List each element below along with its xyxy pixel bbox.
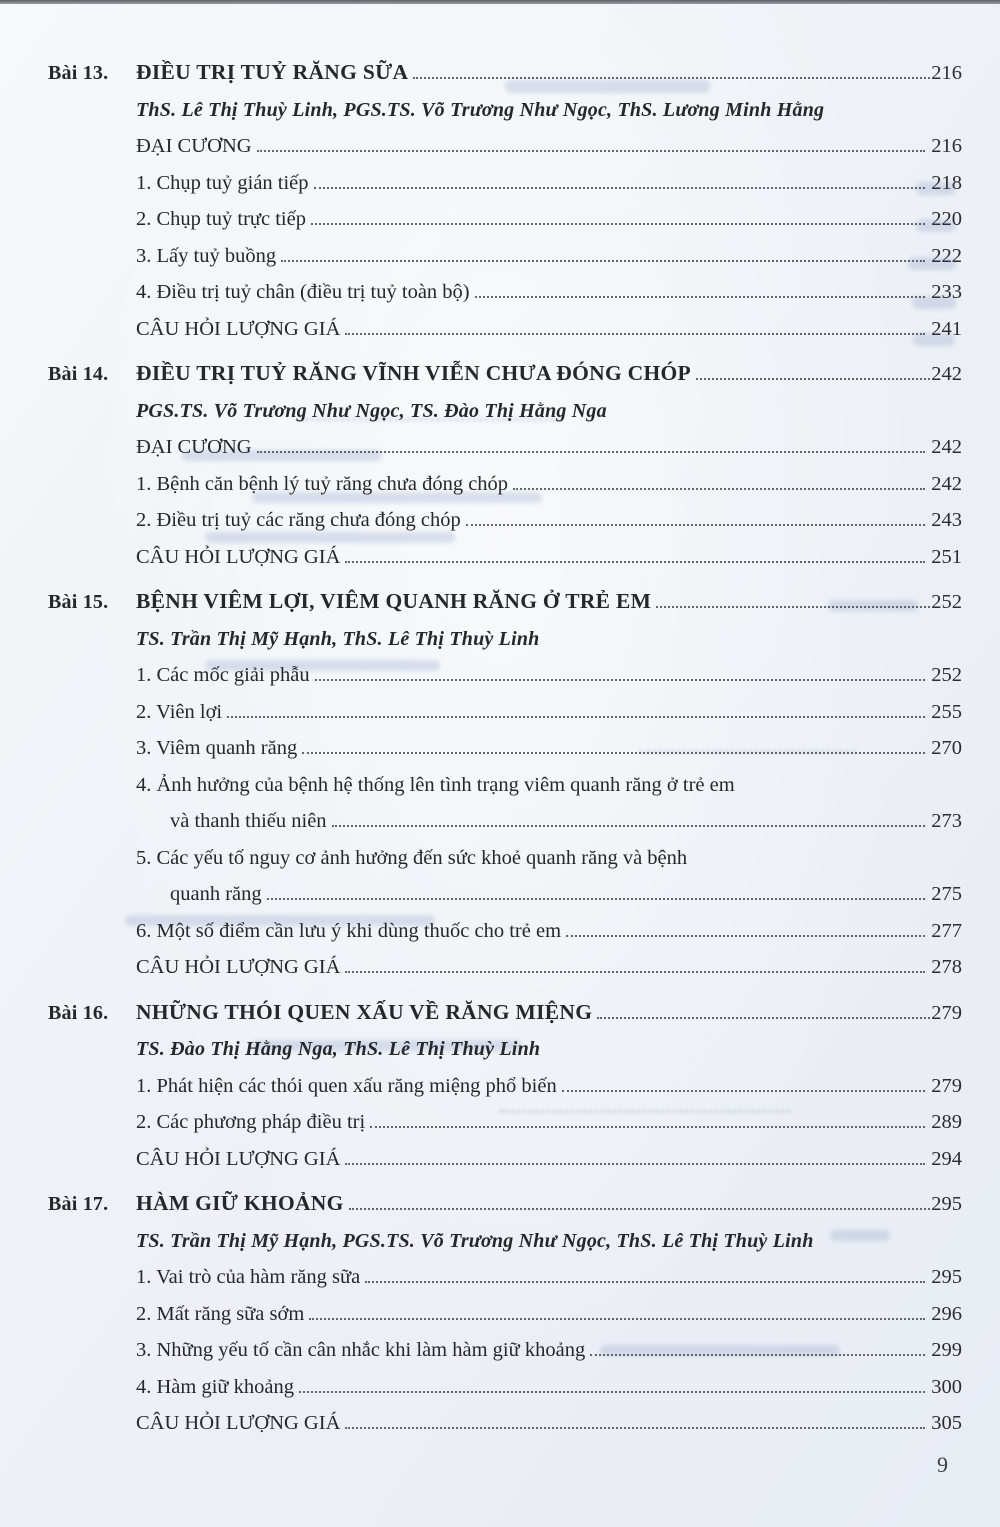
toc-entry	[136, 1259, 962, 1296]
entry-page-number: 275	[931, 883, 962, 905]
toc-entry	[136, 1104, 962, 1141]
toc-entry	[136, 539, 962, 576]
authors-row	[136, 621, 962, 658]
entry-title: 2. Mất răng sữa sớm	[136, 1302, 305, 1325]
entry-title: ĐẠI CƯƠNG	[136, 436, 252, 458]
toc-entry	[136, 730, 962, 767]
chapter-title: BỆNH VIÊM LỢI, VIÊM QUANH RĂNG Ở TRẺ EM	[136, 589, 652, 613]
entry-page-number: 305	[931, 1412, 962, 1434]
toc-entry-line1	[136, 767, 962, 804]
toc-entry	[136, 311, 962, 348]
entry-title: 1. Các mốc giải phẫu	[136, 664, 310, 686]
chapter-row	[48, 1185, 962, 1223]
toc-section-bai-13	[48, 54, 962, 347]
chapter-row	[48, 994, 962, 1032]
chapter-title: ĐIỀU TRỊ TUỶ RĂNG VĨNH VIỄN CHƯA ĐÓNG CHÓP	[136, 361, 691, 385]
chapter-authors: TS. Trần Thị Mỹ Hạnh, PGS.TS. Võ Trương Như Ngọc, ThS. Lê Thị Thuỳ Linh	[136, 1229, 814, 1252]
dot-leader	[257, 150, 926, 152]
page-number: 9	[937, 1452, 948, 1477]
entry-page-number: 294	[931, 1147, 962, 1170]
entry-title: 2. Chụp tuỷ trực tiếp	[136, 208, 306, 230]
toc-entry	[136, 913, 962, 950]
chapter-authors: ThS. Lê Thị Thuỳ Linh, PGS.TS. Võ Trương Như Ngọc, ThS. Lương Minh Hằng	[136, 98, 825, 121]
entry-title: CÂU HỎI LƯỢNG GIÁ	[136, 1147, 341, 1170]
dot-leader	[281, 260, 925, 262]
entry-title: 2. Các phương pháp điều trị	[136, 1111, 366, 1133]
toc-entry	[136, 502, 962, 539]
entry-page-number: 277	[931, 919, 962, 942]
chapter-page-number: 252	[931, 591, 962, 613]
table-of-contents	[48, 54, 962, 1450]
chapter-title: HÀM GIỮ KHOẢNG	[136, 1191, 344, 1215]
entry-page-number: 222	[931, 244, 962, 267]
dot-leader	[227, 716, 925, 718]
entry-title: CÂU HỎI LƯỢNG GIÁ	[136, 317, 341, 340]
dot-leader	[696, 378, 930, 380]
dot-leader	[315, 679, 926, 681]
dot-leader	[345, 561, 925, 563]
entry-title: CÂU HỎI LƯỢNG GIÁ	[136, 1412, 341, 1434]
chapter-page-number: 279	[931, 1001, 962, 1024]
toc-entry-line2	[170, 876, 962, 913]
toc-section-bai-15	[48, 583, 962, 986]
dot-leader	[466, 524, 925, 526]
chapter-page-number: 295	[931, 1193, 962, 1215]
toc-entry	[136, 694, 962, 731]
authors-row	[136, 1031, 962, 1068]
dot-leader	[345, 1163, 925, 1165]
dot-leader	[656, 606, 930, 608]
dot-leader	[267, 898, 926, 900]
entry-page-number: 218	[931, 171, 962, 194]
entry-page-number: 216	[931, 135, 962, 157]
entry-page-number: 299	[931, 1339, 962, 1361]
dot-leader	[345, 333, 925, 335]
dot-leader	[370, 1126, 925, 1128]
toc-entry	[136, 165, 962, 202]
entry-page-number: 241	[931, 317, 962, 340]
entry-page-number: 270	[931, 737, 962, 759]
entry-title: 1. Bệnh căn bệnh lý tuỷ răng chưa đóng chóp	[136, 472, 509, 495]
entry-page-number: 242	[931, 436, 962, 458]
chapter-row	[48, 54, 962, 92]
dot-leader	[345, 971, 925, 973]
entry-title: 4. Ảnh hưởng của bệnh hệ thống lên tình trạng viêm quanh răng ở trẻ em	[136, 773, 735, 796]
chapter-authors: TS. Đào Thị Hằng Nga, ThS. Lê Thị Thuỳ Linh	[136, 1038, 541, 1060]
entry-page-number: 220	[931, 208, 962, 230]
dot-leader	[332, 825, 926, 827]
chapter-title: NHỮNG THÓI QUEN XẤU VỀ RĂNG MIỆNG	[136, 999, 593, 1024]
chapter-title: ĐIỀU TRỊ TUỶ RĂNG SỮA	[136, 60, 409, 84]
authors-row	[136, 1223, 962, 1260]
dot-leader	[513, 488, 925, 490]
chapter-row	[48, 355, 962, 393]
chapter-page-number: 216	[931, 62, 962, 84]
dot-leader	[590, 1354, 925, 1356]
dot-leader	[302, 752, 925, 754]
toc-section-bai-17	[48, 1185, 962, 1442]
toc-entry	[136, 466, 962, 503]
toc-section-bai-14	[48, 355, 962, 575]
entry-title: 1. Vai trò của hàm răng sữa	[136, 1266, 361, 1288]
toc-entry	[136, 1296, 962, 1333]
dot-leader	[566, 935, 925, 937]
dot-leader	[311, 223, 925, 225]
entry-title: CÂU HỎI LƯỢNG GIÁ	[136, 545, 341, 568]
dot-leader	[257, 451, 926, 453]
entry-page-number: 279	[931, 1074, 962, 1097]
entry-page-number: 243	[931, 509, 962, 531]
entry-title: 6. Một số điểm cần lưu ý khi dùng thuốc cho trẻ em	[136, 919, 562, 942]
entry-page-number: 300	[931, 1375, 962, 1398]
entry-title: 1. Chụp tuỷ gián tiếp	[136, 171, 309, 194]
entry-page-number: 273	[931, 810, 962, 832]
entry-page-number: 242	[931, 472, 962, 495]
entry-page-number: 251	[931, 545, 962, 568]
dot-leader	[365, 1281, 925, 1283]
entry-title-continuation: quanh răng	[170, 883, 262, 905]
authors-row	[136, 393, 962, 430]
dot-leader	[475, 296, 926, 298]
dot-leader	[309, 1318, 925, 1320]
dot-leader	[597, 1017, 930, 1019]
dot-leader	[349, 1208, 931, 1210]
toc-entry	[136, 657, 962, 694]
toc-entry	[136, 1369, 962, 1406]
entry-title: ĐẠI CƯƠNG	[136, 135, 252, 157]
authors-row	[136, 92, 962, 129]
toc-entry	[136, 274, 962, 311]
entry-title: 3. Những yếu tố cần cân nhắc khi làm hàm giữ khoảng	[136, 1339, 586, 1361]
chapter-label: Bài 15.	[48, 591, 109, 613]
toc-entry	[136, 238, 962, 275]
entry-page-number: 296	[931, 1302, 962, 1325]
toc-section-bai-16	[48, 994, 962, 1178]
chapter-page-number: 242	[931, 363, 962, 385]
entry-title: 2. Viên lợi	[136, 700, 223, 723]
entry-title: 2. Điều trị tuỷ các răng chưa đóng chóp	[136, 509, 461, 531]
dot-leader	[345, 1427, 925, 1429]
entry-title-continuation: và thanh thiếu niên	[170, 810, 327, 832]
entry-page-number: 255	[931, 700, 962, 723]
entry-title: 3. Lấy tuỷ buồng	[136, 244, 277, 267]
chapter-label: Bài 14.	[48, 363, 109, 385]
chapter-authors: PGS.TS. Võ Trương Như Ngọc, TS. Đào Thị Hằng Nga	[136, 399, 607, 422]
toc-entry-line1	[136, 840, 962, 877]
entry-page-number: 289	[931, 1111, 962, 1133]
toc-entry	[136, 429, 962, 466]
chapter-authors: TS. Trần Thị Mỹ Hạnh, ThS. Lê Thị Thuỳ Linh	[136, 627, 540, 650]
toc-entry	[136, 949, 962, 986]
entry-page-number: 295	[931, 1266, 962, 1288]
toc-entry	[136, 1405, 962, 1442]
dot-leader	[562, 1090, 926, 1092]
scan-edge	[0, 0, 1000, 4]
entry-page-number: 278	[931, 956, 962, 978]
entry-title: 5. Các yếu tố nguy cơ ảnh hưởng đến sức khoẻ quanh răng và bệnh	[136, 846, 688, 869]
entry-title: 4. Điều trị tuỷ chân (điều trị tuỷ toàn bộ)	[136, 281, 470, 303]
toc-entry	[136, 201, 962, 238]
dot-leader	[314, 187, 926, 189]
toc-entry	[136, 128, 962, 165]
toc-entry-line2	[170, 803, 962, 840]
dot-leader	[413, 77, 930, 79]
entry-title: CÂU HỎI LƯỢNG GIÁ	[136, 956, 341, 978]
chapter-row	[48, 583, 962, 621]
toc-entry	[136, 1068, 962, 1105]
entry-page-number: 233	[931, 281, 962, 303]
toc-entry	[136, 1332, 962, 1369]
entry-title: 1. Phát hiện các thói quen xấu răng miệng phổ biến	[136, 1074, 557, 1097]
toc-entry	[136, 1141, 962, 1178]
chapter-label: Bài 17.	[48, 1193, 109, 1215]
chapter-label: Bài 13.	[48, 62, 109, 84]
dot-leader	[299, 1391, 925, 1393]
chapter-label: Bài 16.	[48, 1001, 109, 1024]
entry-title: 4. Hàm giữ khoảng	[136, 1375, 295, 1398]
entry-title: 3. Viêm quanh răng	[136, 737, 298, 759]
entry-page-number: 252	[931, 664, 962, 686]
